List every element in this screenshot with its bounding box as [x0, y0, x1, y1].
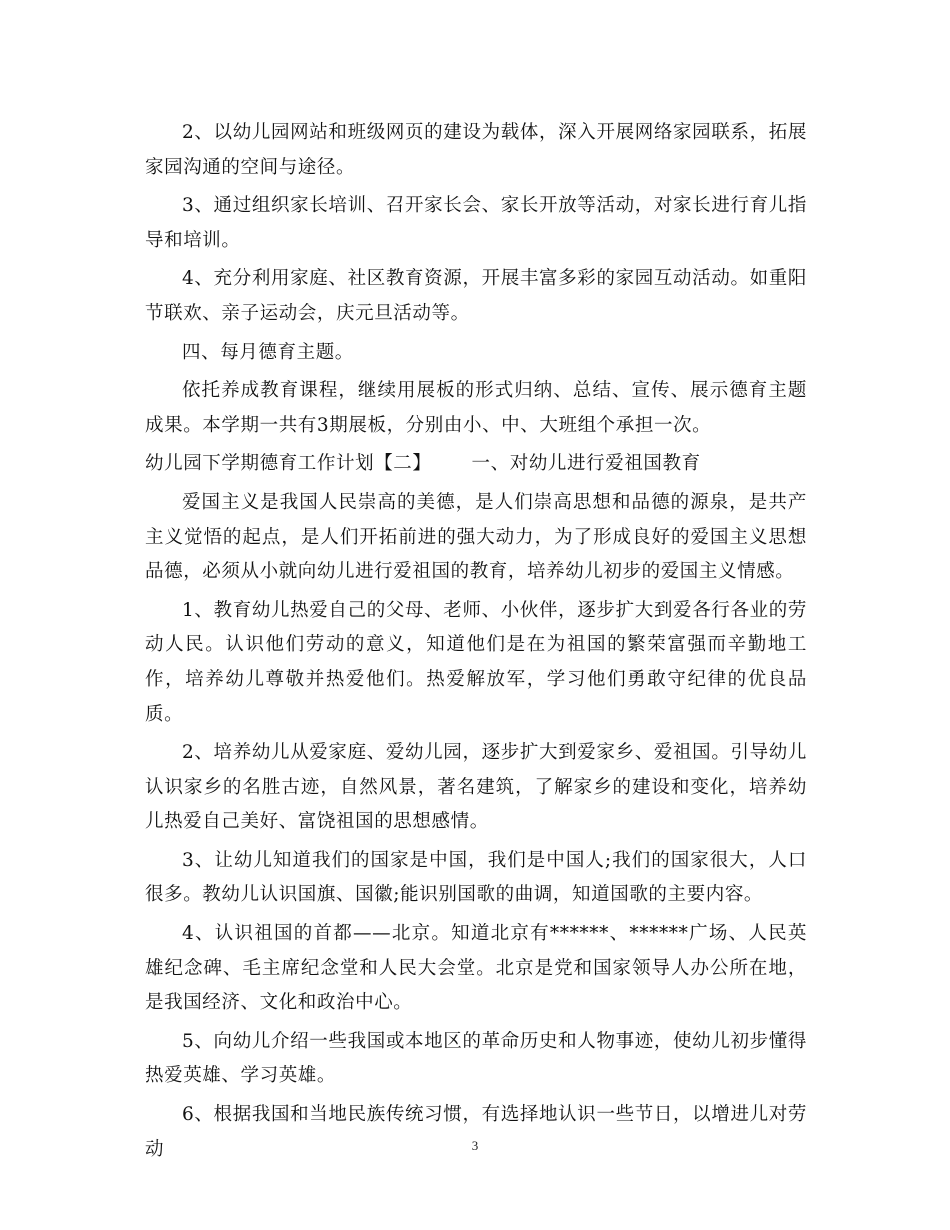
paragraph-capital-beijing: 4、认识祖国的首都——北京。知道北京有******、******广场、人民英雄纪念碑、毛主席纪念堂和人民大会堂。北京是党和国家领导人办公所在地，是我国经济、文化和政治中心。 — [145, 923, 807, 1014]
section-heading-patriotism: 一、对幼儿进行爱祖国教育 — [471, 453, 701, 475]
paragraph-love-workers: 1、教育幼儿热爱自己的父母、老师、小伙伴，逐步扩大到爱各行各业的劳动人民。认识他们劳动的意义，知道他们是在为祖国的繁荣富强而辛勤地工作，培养幼儿尊敬并热爱他们。热爱解放军，学习他们勇敢守纪律的优良品质。 — [145, 599, 807, 725]
page-number: 3 — [471, 1138, 479, 1153]
paragraph-love-hometown: 2、培养幼儿从爱家庭、爱幼儿园，逐步扩大到爱家乡、爱祖国。引导幼儿认识家乡的名胜古迹，自然风景，著名建筑，了解家乡的建设和变化，培养幼儿热爱自己美好、富饶祖国的思想感情。 — [145, 742, 807, 833]
paragraph-festivals: 6、根据我国和当地民族传统习惯，有选择地认识一些节日，以增进儿对劳动 — [145, 1104, 807, 1160]
paragraph-revolutionary-history: 5、向幼儿介绍一些我国或本地区的革命历史和人物事迹，使幼儿初步懂得热爱英雄、学习英雄。 — [145, 1030, 807, 1087]
paragraph-item-4: 4、充分利用家庭、社区教育资源，开展丰富多彩的家园互动活动。如重阳节联欢、亲子运动会，庆元旦活动等。 — [145, 268, 807, 324]
plan-title-line — [145, 447, 807, 482]
paragraph-item-3: 3、通过组织家长培训、召开家长会、家长开放等活动，对家长进行育儿指导和培训。 — [145, 195, 807, 251]
paragraph-display-boards: 依托养成教育课程，继续用展板的形式归纳、总结、宣传、展示德育主题成果。本学期一共有3期展板，分别由小、中、大班组个承担一次。 — [145, 380, 807, 436]
plan-title: 幼儿园下学期德育工作计划【二】 — [145, 453, 432, 475]
paragraph-country-china: 3、让幼儿知道我们的国家是中国，我们是中国人;我们的国家很大，人口很多。教幼儿认识国旗、国徽;能识别国歌的曲调，知道国歌的主要内容。 — [145, 849, 807, 906]
document-body — [145, 116, 807, 1171]
paragraph-item-2: 2、以幼儿园网站和班级网页的建设为载体，深入开展网络家园联系，拓展家园沟通的空间与途径。 — [145, 122, 807, 178]
paragraph-patriotism-intro: 爱国主义是我国人民崇高的美德，是人们崇高思想和品德的源泉，是共产主义觉悟的起点，是人们开拓前进的强大动力，为了形成良好的爱国主义思想品德，必须从小就向幼儿进行爱祖国的教育，培养幼儿初步的爱国主义情感。 — [145, 491, 807, 583]
section-heading-monthly-theme: 四、每月德育主题。 — [182, 341, 354, 363]
